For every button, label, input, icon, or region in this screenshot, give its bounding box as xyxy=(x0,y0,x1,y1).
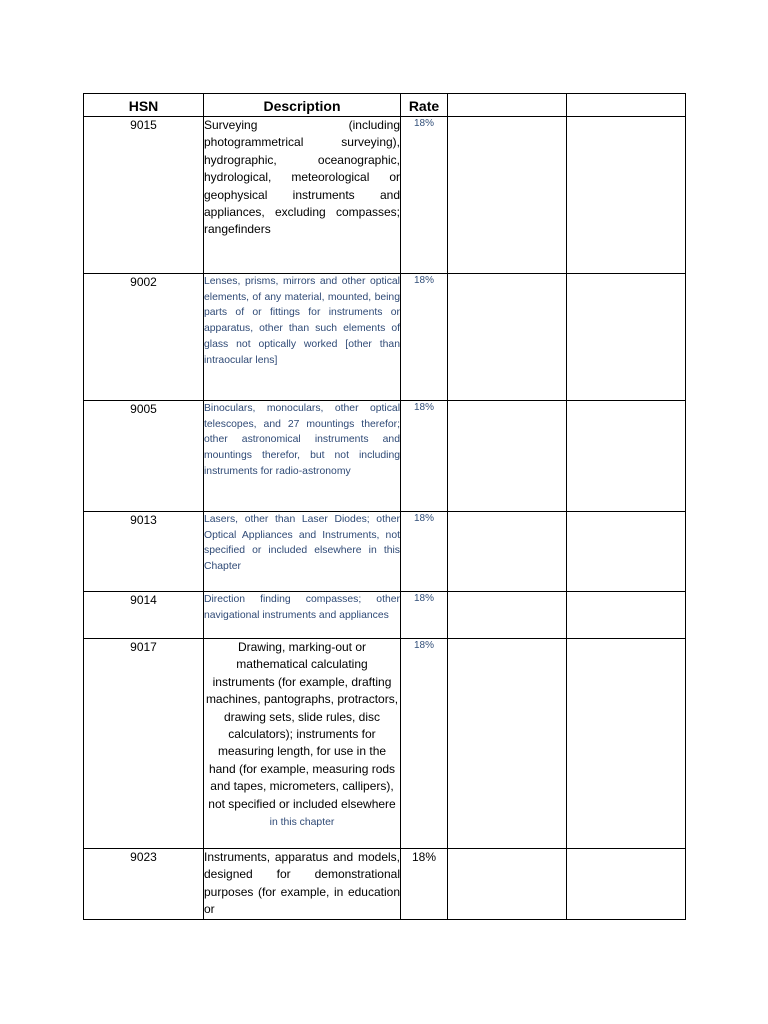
description-text: Lenses, prisms, mirrors and other optical elements, of any material, mounted, being parts of or fittings for instruments or apparatus, other than such elements of glass not optically worked [other than intraocular lens] xyxy=(204,276,400,366)
description-tail: in this chapter xyxy=(269,817,335,829)
table-row xyxy=(84,401,686,512)
hsn-code: 9013 xyxy=(84,512,204,592)
rate-value: 18% xyxy=(401,849,448,920)
description-cell xyxy=(204,117,401,274)
rate-value: 18% xyxy=(401,592,448,639)
description-text: Surveying (including photogrammetrical surveying), hydrographic, oceanographic, hydrological, meteorological or geophysical instruments and appliances, excluding compasses; rangefinders xyxy=(204,118,400,237)
empty-cell xyxy=(448,274,567,401)
description-main: Drawing, marking-out or mathematical calculating instruments (for example, drafting machines, pantographs, protractors, drawing sets, slide rules, disc calculators); instruments for measuring length, for use in the hand (for example, measuring rods and tapes, micrometers, callipers), not specified or included elsewhere xyxy=(205,640,399,811)
description-text: Instruments, apparatus and models, designed for demonstrational purposes (for example, in education or xyxy=(204,850,400,917)
description-text: Binoculars, monoculars, other optical telescopes, and 27 mountings therefor; other astronomical instruments and mountings therefor, but not including instruments for radio-astronomy xyxy=(204,403,400,477)
empty-cell xyxy=(567,117,686,274)
empty-cell xyxy=(448,401,567,512)
table-row xyxy=(84,117,686,274)
description-cell xyxy=(204,592,401,639)
empty-cell xyxy=(448,117,567,274)
empty-cell xyxy=(448,849,567,920)
table-row xyxy=(84,512,686,592)
hsn-rate-table xyxy=(83,93,686,920)
description-cell xyxy=(204,401,401,512)
header-description: Description xyxy=(204,94,401,117)
description-cell xyxy=(204,639,401,849)
description-text: Lasers, other than Laser Diodes; other Optical Appliances and Instruments, not specified or included elsewhere in this Chapter xyxy=(204,514,400,573)
table-row xyxy=(84,274,686,401)
empty-cell xyxy=(567,639,686,849)
rate-value: 18% xyxy=(401,117,448,274)
empty-cell xyxy=(448,592,567,639)
rate-value: 18% xyxy=(401,639,448,849)
header-extra-2 xyxy=(567,94,686,117)
hsn-code: 9002 xyxy=(84,274,204,401)
empty-cell xyxy=(567,512,686,592)
description-cell xyxy=(204,512,401,592)
rate-value: 18% xyxy=(401,512,448,592)
header-rate: Rate xyxy=(401,94,448,117)
empty-cell xyxy=(448,639,567,849)
hsn-code: 9017 xyxy=(84,639,204,849)
description-cell xyxy=(204,274,401,401)
description-text: Direction finding compasses; other navigational instruments and appliances xyxy=(204,594,400,621)
hsn-code: 9023 xyxy=(84,849,204,920)
hsn-code: 9014 xyxy=(84,592,204,639)
header-extra-1 xyxy=(448,94,567,117)
empty-cell xyxy=(567,849,686,920)
description-cell xyxy=(204,849,401,920)
empty-cell xyxy=(567,592,686,639)
header-hsn: HSN xyxy=(84,94,204,117)
empty-cell xyxy=(567,274,686,401)
hsn-code: 9015 xyxy=(84,117,204,274)
hsn-code: 9005 xyxy=(84,401,204,512)
empty-cell xyxy=(448,512,567,592)
header-row xyxy=(84,94,686,117)
table-row xyxy=(84,849,686,920)
table-row xyxy=(84,639,686,849)
rate-value: 18% xyxy=(401,401,448,512)
rate-value: 18% xyxy=(401,274,448,401)
table-row xyxy=(84,592,686,639)
description-text xyxy=(204,639,400,831)
empty-cell xyxy=(567,401,686,512)
